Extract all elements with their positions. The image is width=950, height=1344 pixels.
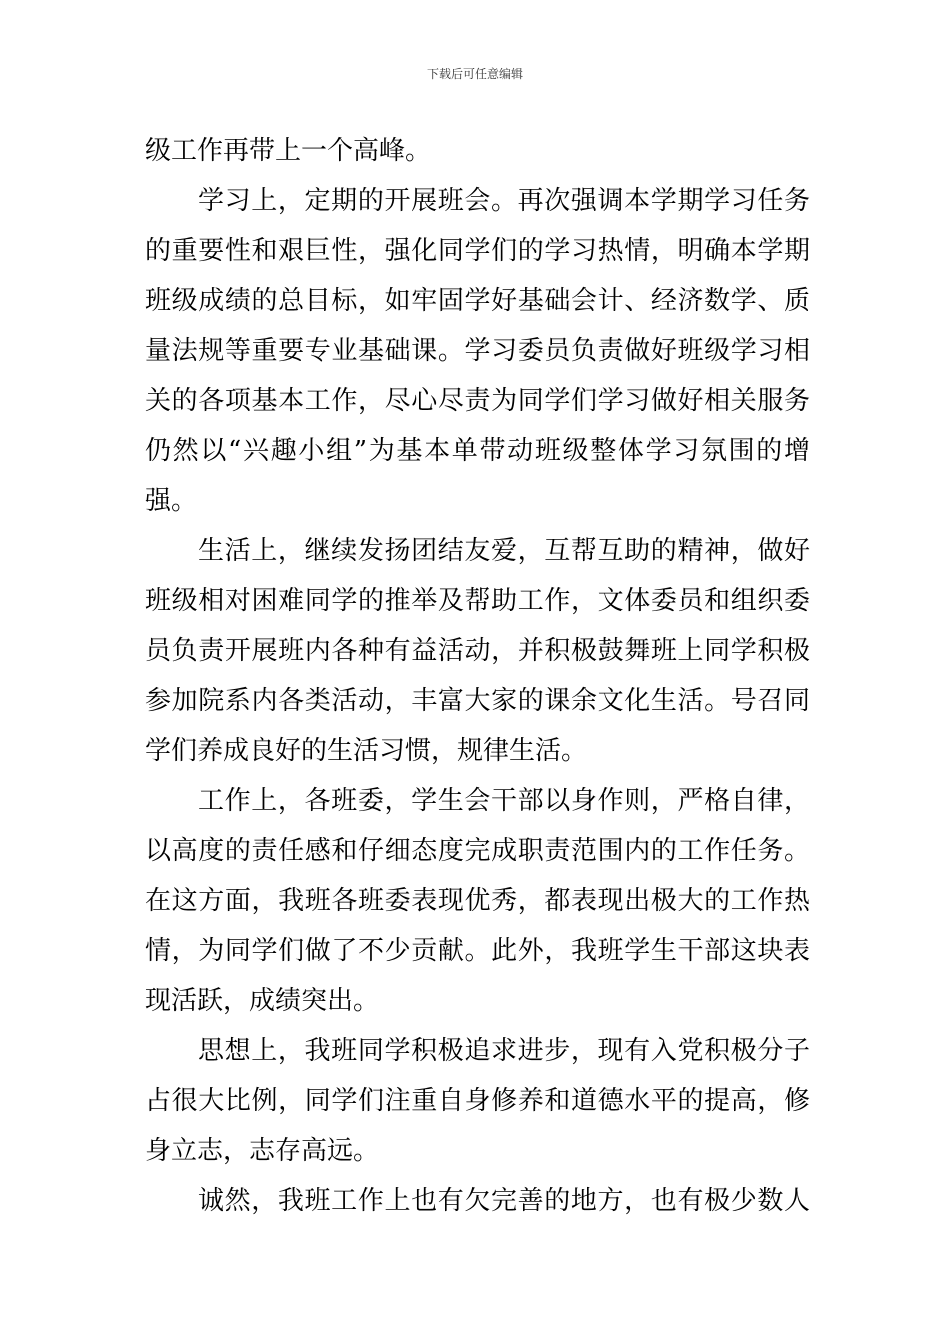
text-line: 强。 (145, 486, 198, 516)
text-line: 工作上，各班委，学生会干部以身作则，严格自律， (198, 786, 810, 816)
text-line: 情，为同学们做了不少贡献。此外，我班学生干部这块表 (145, 936, 810, 966)
text-line: 在这方面，我班各班委表现优秀，都表现出极大的工作热 (145, 886, 810, 916)
text-line: 占很大比例，同学们注重自身修养和道德水平的提高，修 (145, 1086, 810, 1116)
text-line: 级工作再带上一个高峰。 (145, 136, 432, 166)
page-header: 下载后可任意编辑 (426, 67, 523, 81)
text-line: 班级相对困难同学的推举及帮助工作，文体委员和组织委 (145, 586, 810, 616)
text-line: 量法规等重要专业基础课。学习委员负责做好班级学习相 (145, 336, 810, 366)
text-line: 参加院系内各类活动，丰富大家的课余文化生活。号召同 (145, 686, 810, 716)
text-line: 身立志，志存高远。 (145, 1136, 380, 1166)
text-line: 思想上，我班同学积极追求进步，现有入党积极分子 (198, 1036, 810, 1066)
text-line: 班级成绩的总目标，如牢固学好基础会计、经济数学、质 (145, 286, 810, 316)
text-line: 学习上，定期的开展班会。再次强调本学期学习任务 (198, 186, 810, 216)
document-body (145, 126, 810, 1226)
text-line: 诚然，我班工作上也有欠完善的地方，也有极少数人 (198, 1186, 810, 1216)
text-line: 员负责开展班内各种有益活动，并积极鼓舞班上同学积极 (145, 636, 810, 666)
text-line: 学们养成良好的生活习惯，规律生活。 (145, 736, 588, 766)
text-line: 关的各项基本工作，尽心尽责为同学们学习做好相关服务 (145, 386, 810, 416)
text-line: 仍然以“兴趣小组”为基本单带动班级整体学习氛围的增 (145, 436, 810, 466)
text-line: 现活跃，成绩突出。 (145, 986, 380, 1016)
text-line: 生活上，继续发扬团结友爱，互帮互助的精神，做好 (198, 536, 810, 566)
text-line: 以高度的责任感和仔细态度完成职责范围内的工作任务。 (145, 836, 810, 866)
text-line: 的重要性和艰巨性，强化同学们的学习热情，明确本学期 (145, 236, 810, 266)
